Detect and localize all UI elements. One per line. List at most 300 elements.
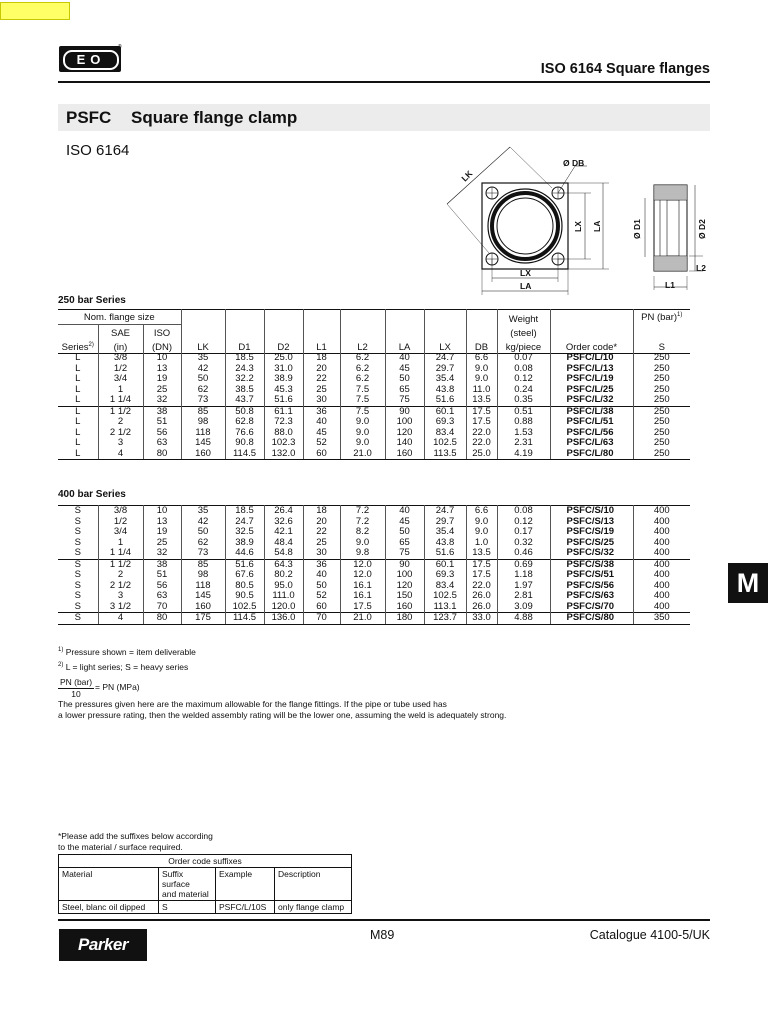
table-row: [58, 570, 690, 581]
table-cell: 72.3: [264, 417, 303, 428]
table-cell: 0.46: [497, 548, 550, 559]
table-cell: L: [58, 438, 98, 449]
table-cell: 16.1: [340, 581, 385, 592]
table-cell: 32.2: [225, 374, 264, 385]
table-cell: 36: [303, 406, 340, 417]
iso-header: ISO: [143, 325, 181, 340]
table-cell: 69.3: [424, 417, 466, 428]
table-cell: 32.6: [264, 517, 303, 528]
table-cell: 40: [385, 506, 424, 517]
table-cell: 1 1/4: [98, 395, 143, 406]
table-cell: L: [58, 449, 98, 460]
table-cell: 250: [653, 416, 670, 427]
table-cell: 132.0: [264, 449, 303, 460]
table-cell: 9.0: [340, 538, 385, 549]
suffix-table-title: Order code suffixes: [59, 855, 352, 868]
table-cell: 30: [303, 548, 340, 559]
table-cell: 31.0: [264, 364, 303, 375]
table-cell: 40: [303, 570, 340, 581]
table-cell: 52: [303, 438, 340, 449]
table-cell: 400: [653, 590, 670, 601]
table-cell: 63: [143, 591, 181, 602]
registered-mark: ®: [118, 44, 122, 50]
table-cell: 38.9: [225, 538, 264, 549]
table-cell: 90.5: [225, 591, 264, 602]
table-cell: 7.2: [340, 517, 385, 528]
table-cell: 48.4: [264, 538, 303, 549]
table-cell: 400: [653, 569, 670, 580]
table-cell: 88.0: [264, 428, 303, 439]
table-cell: PSFC/S/32: [550, 548, 633, 559]
table-cell: L: [58, 385, 98, 396]
table-cell: S: [58, 559, 98, 570]
table-cell: 3/4: [98, 374, 143, 385]
table-cell: 35.4: [424, 527, 466, 538]
table-cell: 24.3: [225, 364, 264, 375]
table-cell: 118: [181, 428, 225, 439]
table-cell: 51.6: [264, 395, 303, 406]
eo-logo-text: EO: [63, 50, 119, 70]
table-cell: 90.8: [225, 438, 264, 449]
table-cell: PSFC/S/51: [550, 570, 633, 581]
table-cell: 12.0: [340, 570, 385, 581]
table-row: [58, 591, 690, 602]
table-cell: 250: [653, 352, 670, 363]
table-row: [58, 506, 690, 517]
table-cell: PSFC/S/56: [550, 581, 633, 592]
table-cell: 8.2: [340, 527, 385, 538]
table-cell: 400: [653, 526, 670, 537]
table-cell: 90: [385, 406, 424, 417]
table-cell: 0.12: [497, 517, 550, 528]
table-cell: 400: [633, 559, 690, 570]
header-title: ISO 6164 Square flanges: [540, 61, 710, 77]
table-cell: 102.5: [225, 602, 264, 613]
table-cell: 43.8: [424, 538, 466, 549]
table-row: [58, 613, 690, 625]
table-cell: 11.0: [466, 385, 497, 396]
table-cell: 1: [98, 538, 143, 549]
table-cell: 61.1: [264, 406, 303, 417]
table-cell: 175: [181, 613, 225, 625]
table-cell: 0.08: [497, 506, 550, 517]
table-row: [58, 395, 690, 406]
table-cell: 114.5: [225, 613, 264, 625]
table-cell: 250: [653, 394, 670, 405]
table-cell: 32: [143, 395, 181, 406]
table-cell: PSFC/S/25: [550, 538, 633, 549]
suffix-col-suffix: Suffix surface and material: [159, 868, 216, 901]
s-header: S: [633, 339, 690, 354]
table-cell: 40: [385, 353, 424, 364]
drawing-label-d2: Ø D2: [697, 219, 707, 239]
table-cell: 2 1/2: [98, 581, 143, 592]
table-cell: 50: [181, 527, 225, 538]
table-cell: 3/4: [98, 527, 143, 538]
table-cell: 1/2: [98, 517, 143, 528]
table-cell: 85: [181, 406, 225, 417]
suffix-row-suffix: S: [159, 901, 216, 914]
table-cell: 17.5: [466, 559, 497, 570]
section-tab: M: [728, 563, 768, 603]
table-cell: PSFC/S/10: [550, 506, 633, 517]
table-cell: 7.5: [340, 385, 385, 396]
table-cell: L: [58, 395, 98, 406]
table-cell: 60.1: [424, 406, 466, 417]
table-cell: 21.0: [340, 449, 385, 460]
table-cell: 63: [143, 438, 181, 449]
table-cell: 98: [181, 417, 225, 428]
table-cell: 1.97: [497, 581, 550, 592]
table-cell: 25: [303, 385, 340, 396]
table-cell: 1 1/4: [98, 548, 143, 559]
table-cell: 54.8: [264, 548, 303, 559]
table-cell: 42: [181, 364, 225, 375]
table-cell: 73: [181, 548, 225, 559]
table-cell: 26.0: [466, 591, 497, 602]
table-cell: 1.53: [497, 428, 550, 439]
table-cell: 62: [181, 385, 225, 396]
table-cell: 80.5: [225, 581, 264, 592]
table-cell: 32.5: [225, 527, 264, 538]
sae-unit-header: (in): [98, 339, 143, 354]
drawing-label-d1: Ø D1: [632, 219, 642, 239]
table-cell: 1 1/2: [98, 559, 143, 570]
table-cell: 113.1: [424, 602, 466, 613]
table-row: [58, 548, 690, 559]
table-cell: 64.3: [264, 559, 303, 570]
table-cell: 160: [181, 602, 225, 613]
suffix-col-material: Material: [59, 868, 159, 901]
table-cell: 18: [303, 506, 340, 517]
table-cell: L: [58, 428, 98, 439]
table-cell: 118: [181, 581, 225, 592]
table-cell: S: [58, 591, 98, 602]
table-row: [58, 527, 690, 538]
table-cell: 102.5: [424, 438, 466, 449]
table-cell: 62: [181, 538, 225, 549]
table-row: [58, 438, 690, 449]
table-cell: 10: [143, 353, 181, 364]
table-cell: 0.88: [497, 417, 550, 428]
table-cell: 1.0: [466, 538, 497, 549]
table-cell: 90: [385, 559, 424, 570]
table-cell: 25: [143, 385, 181, 396]
table-cell: 45: [385, 517, 424, 528]
table-cell: 42: [181, 517, 225, 528]
drawing-label-lx-bottom: LX: [520, 268, 531, 278]
table-cell: S: [58, 581, 98, 592]
table-cell: 400: [653, 515, 670, 527]
table-cell: 70: [303, 613, 340, 625]
table-cell: 111.0: [264, 591, 303, 602]
table-cell: 9.0: [466, 374, 497, 385]
table-cell: PSFC/S/38: [550, 559, 633, 570]
table-cell: 19: [143, 527, 181, 538]
table-cell: 51: [143, 570, 181, 581]
table-cell: 6.6: [466, 506, 497, 517]
table-row: [58, 449, 690, 460]
table-cell: 20: [303, 517, 340, 528]
table-cell: 160: [181, 449, 225, 460]
table-cell: 9.0: [340, 438, 385, 449]
table-row: [58, 602, 690, 613]
drawing-label-l1: L1: [665, 280, 675, 290]
table-cell: 250: [653, 383, 670, 395]
table-cell: 16.1: [340, 591, 385, 602]
la-header: LA: [385, 339, 424, 354]
table-cell: 3/8: [98, 506, 143, 517]
table-cell: 6.6: [466, 353, 497, 364]
table-cell: 120.0: [264, 602, 303, 613]
db-header: DB: [466, 339, 497, 354]
suffix-col-example: Example: [216, 868, 275, 901]
table-cell: 25.0: [264, 353, 303, 364]
page-number: M89: [370, 928, 395, 942]
table-cell: 38.9: [264, 374, 303, 385]
table-cell: 123.7: [424, 613, 466, 625]
catalogue-number: Catalogue 4100-5/UK: [589, 928, 710, 942]
table-cell: 60.1: [424, 559, 466, 570]
table-cell: 2: [98, 570, 143, 581]
table-cell: 400: [653, 536, 670, 548]
table-cell: 26.4: [264, 506, 303, 517]
table-cell: S: [58, 548, 98, 559]
table-cell: S: [58, 527, 98, 538]
table-cell: 35: [181, 353, 225, 364]
table-cell: 22.0: [466, 428, 497, 439]
table-cell: 400: [653, 547, 670, 558]
table-cell: 70: [143, 602, 181, 613]
table-cell: PSFC/L/25: [550, 385, 633, 396]
table-cell: 69.3: [424, 570, 466, 581]
table-cell: 51.6: [424, 395, 466, 406]
table-cell: 52: [303, 591, 340, 602]
table-row: [58, 417, 690, 428]
footer-rule: [58, 919, 710, 921]
table-cell: 4: [98, 449, 143, 460]
iso-standard: ISO 6164: [66, 142, 130, 159]
table-cell: 25.0: [466, 449, 497, 460]
table-cell: PSFC/L/56: [550, 428, 633, 439]
suffix-table: [58, 854, 352, 914]
table-cell: 60: [303, 449, 340, 460]
table-cell: 4.19: [497, 449, 550, 460]
table-cell: 76.6: [225, 428, 264, 439]
table-cell: 33.0: [466, 613, 497, 625]
table-cell: 65: [385, 538, 424, 549]
flange-drawing: [435, 140, 715, 300]
sae-header: SAE: [98, 325, 143, 340]
table-cell: 6.2: [340, 364, 385, 375]
table-cell: 83.4: [424, 428, 466, 439]
table-cell: PSFC/L/19: [550, 374, 633, 385]
table-cell: 43.7: [225, 395, 264, 406]
d2-header: D2: [264, 339, 303, 354]
table-cell: S: [58, 517, 98, 528]
parker-logo-text: Parker: [78, 935, 128, 954]
table-cell: PSFC/S/63: [550, 591, 633, 602]
table-cell: 250: [653, 426, 670, 438]
drawing-label-l2: L2: [696, 263, 706, 273]
table-cell: 80.2: [264, 570, 303, 581]
table-row: [58, 353, 690, 364]
table-cell: 40: [303, 417, 340, 428]
table-cell: 38: [143, 559, 181, 570]
table-cell: 13.5: [466, 548, 497, 559]
table-cell: 29.7: [424, 364, 466, 375]
table-cell: L: [58, 364, 98, 375]
table-cell: 250: [633, 449, 690, 460]
table-cell: 45: [385, 364, 424, 375]
table-cell: 145: [181, 591, 225, 602]
table-cell: 18.5: [225, 353, 264, 364]
table-cell: 17.5: [466, 406, 497, 417]
table-cell: 102.5: [424, 591, 466, 602]
table-cell: 140: [385, 438, 424, 449]
table-cell: 35.4: [424, 374, 466, 385]
table-cell: 36: [303, 559, 340, 570]
table-cell: 6.2: [340, 374, 385, 385]
table-cell: 22: [303, 374, 340, 385]
table-cell: 17.5: [340, 602, 385, 613]
table-cell: 17.5: [466, 570, 497, 581]
table-cell: 83.4: [424, 581, 466, 592]
table-cell: 400: [653, 600, 670, 612]
table-cell: PSFC/S/80: [550, 613, 633, 625]
table-cell: 12.0: [340, 559, 385, 570]
table-cell: 250: [653, 373, 670, 384]
table-cell: 3: [98, 438, 143, 449]
series-400-label: 400 bar Series: [58, 489, 126, 500]
table-cell: 120: [385, 428, 424, 439]
table-cell: 50: [303, 581, 340, 592]
table-cell: 7.5: [340, 406, 385, 417]
suffix-intro-2: to the material / surface required.: [58, 842, 183, 852]
table-cell: 44.6: [225, 548, 264, 559]
table-cell: PSFC/L/32: [550, 395, 633, 406]
table-cell: L: [58, 406, 98, 417]
table-cell: 85: [181, 559, 225, 570]
table-cell: 56: [143, 581, 181, 592]
table-cell: PSFC/S/19: [550, 527, 633, 538]
highlight-box: [0, 2, 70, 20]
table-cell: 1: [98, 385, 143, 396]
table-cell: 0.12: [497, 374, 550, 385]
table-cell: 22.0: [466, 438, 497, 449]
fraction: [58, 677, 94, 700]
table-cell: 26.0: [466, 602, 497, 613]
table-cell: 13.5: [466, 395, 497, 406]
table-cell: 160: [385, 449, 424, 460]
table-cell: 4.88: [497, 613, 550, 625]
table-cell: 250: [653, 437, 670, 448]
series-400-table: [58, 505, 690, 625]
table-cell: 20: [303, 364, 340, 375]
table-cell: 38: [143, 406, 181, 417]
table-cell: 18.5: [225, 506, 264, 517]
table-cell: 29.7: [424, 517, 466, 528]
table-cell: 2.31: [497, 438, 550, 449]
series-250-label: 250 bar Series: [58, 295, 126, 306]
table-cell: 65: [385, 385, 424, 396]
pressure-note-line-1: The pressures given here are the maximum allowable for the flange fittings. If the pipe or tube used has: [58, 699, 447, 709]
weight-header-2: (steel): [497, 325, 550, 340]
table-cell: S: [58, 602, 98, 613]
table-cell: S: [58, 613, 98, 625]
table-cell: 102.3: [264, 438, 303, 449]
table-cell: 0.51: [497, 406, 550, 417]
table-cell: 22: [303, 527, 340, 538]
table-cell: 0.69: [497, 559, 550, 570]
table-cell: 62.8: [225, 417, 264, 428]
table-cell: 24.7: [424, 506, 466, 517]
table-cell: 32: [143, 548, 181, 559]
l1-header: L1: [303, 339, 340, 354]
table-cell: 180: [385, 613, 424, 625]
table-cell: 98: [181, 570, 225, 581]
table-cell: 2 1/2: [98, 428, 143, 439]
iso-unit-header: (DN): [143, 339, 181, 354]
table-cell: 10: [143, 506, 181, 517]
table-cell: 145: [181, 438, 225, 449]
table-cell: 50: [385, 374, 424, 385]
d1-header: D1: [225, 339, 264, 354]
table-cell: 9.0: [340, 417, 385, 428]
table-cell: 45: [303, 428, 340, 439]
table-cell: 2.81: [497, 591, 550, 602]
table-cell: 7.2: [340, 506, 385, 517]
suffix-intro-1: *Please add the suffixes below according: [58, 831, 213, 841]
suffix-row-material: Steel, blanc oil dipped: [59, 901, 159, 914]
table-cell: 1.18: [497, 570, 550, 581]
fraction-numerator: PN (bar): [59, 677, 93, 687]
table-cell: 150: [385, 591, 424, 602]
table-cell: 7.5: [340, 395, 385, 406]
table-cell: PSFC/L/63: [550, 438, 633, 449]
table-cell: 50: [385, 527, 424, 538]
table-cell: 56: [143, 428, 181, 439]
table-cell: 60: [303, 602, 340, 613]
table-cell: 4: [98, 613, 143, 625]
note-1: $^{1)}$ Pressure shown = item deliverable: [58, 646, 196, 657]
table-cell: 250: [633, 406, 690, 417]
note-2: $^{2)}$ L = light series; S = heavy series: [58, 661, 189, 672]
table-cell: 22.0: [466, 581, 497, 592]
nom-flange-header: Nom. flange size: [58, 310, 181, 325]
table-cell: PSFC/L/51: [550, 417, 633, 428]
table-cell: S: [58, 506, 98, 517]
table-cell: 0.35: [497, 395, 550, 406]
suffix-col-description: Description: [275, 868, 352, 901]
table-cell: S: [58, 538, 98, 549]
table-cell: PSFC/S/70: [550, 602, 633, 613]
table-cell: 21.0: [340, 613, 385, 625]
table-cell: 35: [181, 506, 225, 517]
table-cell: 25: [143, 538, 181, 549]
drawing-label-la-bottom: LA: [520, 281, 532, 291]
table-cell: 51: [143, 417, 181, 428]
table-cell: 100: [385, 570, 424, 581]
table-cell: 38.5: [225, 385, 264, 396]
table-cell: 3 1/2: [98, 602, 143, 613]
table-cell: 0.08: [497, 364, 550, 375]
drawing-label-lx: LX: [573, 221, 583, 232]
fraction-denominator: 10: [71, 689, 81, 699]
table-cell: 13: [143, 517, 181, 528]
drawing-label-db: Ø DB: [563, 158, 585, 168]
table-cell: 136.0: [264, 613, 303, 625]
